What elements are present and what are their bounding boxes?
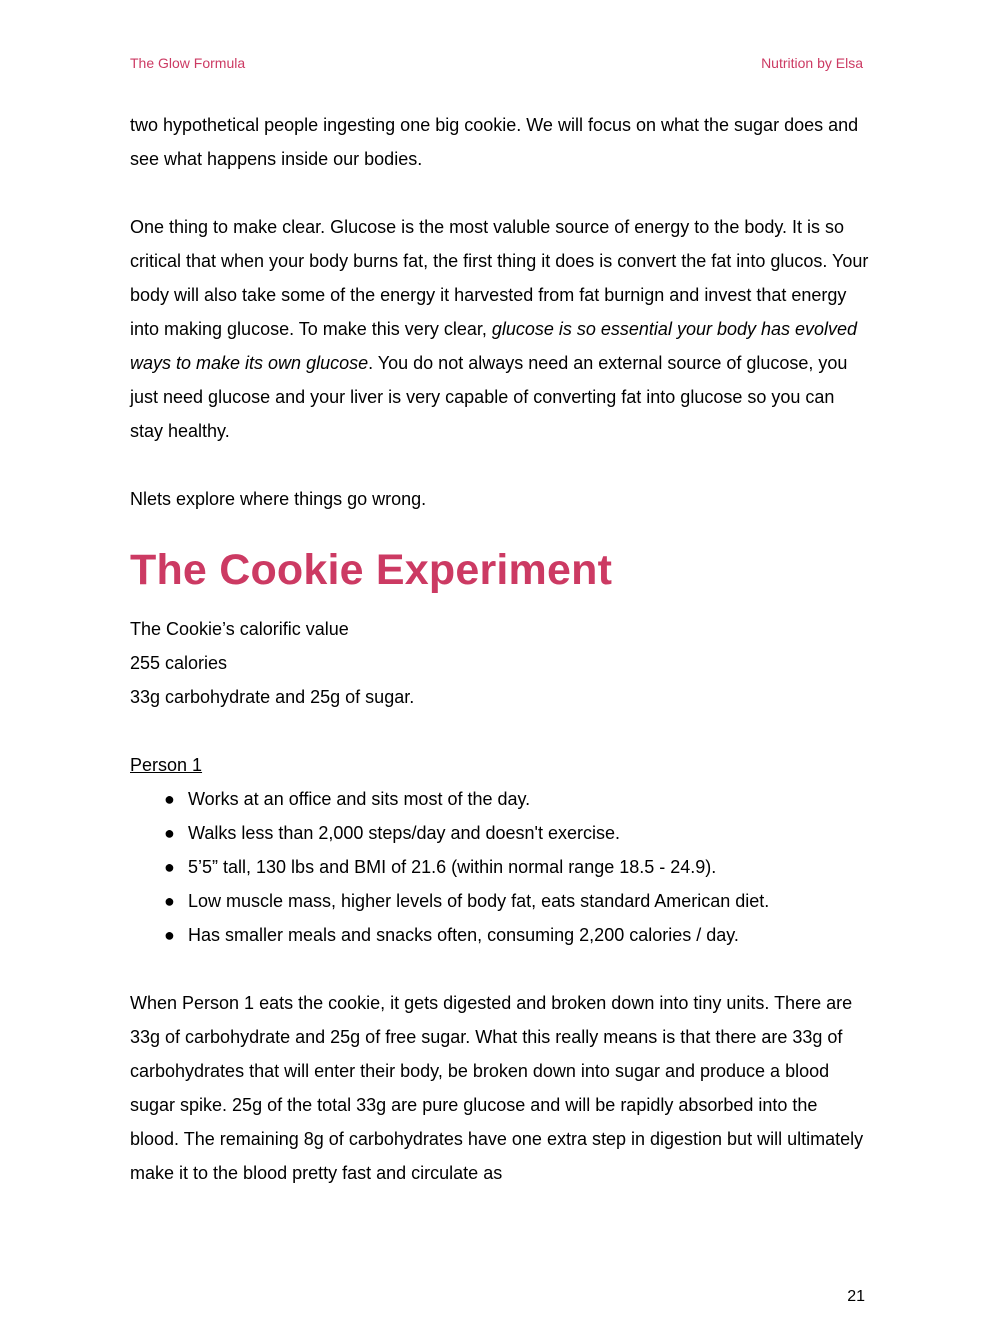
spacer: [130, 176, 870, 210]
header-document-title: The Glow Formula: [130, 55, 246, 71]
list-item-text: 5’5” tall, 130 lbs and BMI of 21.6 (within normal range 18.5 - 24.9).: [188, 857, 717, 877]
list-item-text: Works at an office and sits most of the day.: [188, 789, 531, 809]
person-traits-list: [130, 782, 870, 952]
cookie-line: 33g carbohydrate and 25g of sugar.: [130, 687, 415, 707]
bullet-icon: ●: [164, 857, 175, 877]
list-item: [130, 850, 870, 884]
bullet-icon: ●: [164, 891, 175, 911]
paragraph-glucose-part1: One thing to make clear. Glucose is the most valuble source of energy to the body. It is so critical that when your body burns fat, the first thing it does is convert the fat into glucos. Your body will also take some of the energy it harvested from fat burnign and invest that energy into making glucose. To make this very clear,: [130, 217, 869, 339]
paragraph-transition: Nlets explore where things go wrong.: [130, 489, 427, 509]
bullet-icon: ●: [164, 925, 175, 945]
paragraph-glucose: [130, 210, 870, 448]
paragraph-glucose-emphasis: glucose is so essential your body has evolved ways to make its own glucose: [130, 319, 858, 373]
page-content: [130, 108, 870, 1190]
section-title: The Cookie Experiment: [130, 546, 613, 594]
list-item-text: Low muscle mass, higher levels of body fat, eats standard American diet.: [188, 891, 770, 911]
paragraph-glucose-part2: . You do not always need an external source of glucose, you just need glucose and your liver is very capable of converting fat into glucose so you can stay healthy.: [130, 353, 848, 441]
spacer: [130, 952, 870, 986]
spacer: [130, 714, 870, 748]
list-item-text: Walks less than 2,000 steps/day and doesn't exercise.: [188, 823, 621, 843]
page-number: 21: [847, 1288, 865, 1305]
list-item: [130, 884, 870, 918]
bullet-icon: ●: [164, 789, 175, 809]
bullet-icon: ●: [164, 823, 175, 843]
cookie-line: The Cookie’s calorific value: [130, 619, 349, 639]
spacer: [130, 448, 870, 482]
person-label: Person 1: [130, 755, 203, 775]
cookie-line: 255 calories: [130, 653, 228, 673]
list-item-text: Has smaller meals and snacks often, consuming 2,200 calories / day.: [188, 925, 739, 945]
paragraph-person1-digestion: When Person 1 eats the cookie, it gets digested and broken down into tiny units. There are 33g of carbohydrate and 25g of free sugar. What this really means is that there are 33g of carbohydrates that will enter their body, be broken down into sugar and produce a blood sugar spike. 25g of the total 33g are pure glucose and will be rapidly absorbed into the blood. The remaining 8g of carbohydrates have one extra step in digestion but will ultimately make it to the blood pretty fast and circulate as: [130, 993, 864, 1183]
list-item: [130, 782, 870, 816]
paragraph-intro: two hypothetical people ingesting one big cookie. We will focus on what the sugar does and see what happens inside our bodies.: [130, 115, 859, 169]
header-author: Nutrition by Elsa: [761, 55, 863, 71]
list-item: [130, 816, 870, 850]
list-item: [130, 918, 870, 952]
